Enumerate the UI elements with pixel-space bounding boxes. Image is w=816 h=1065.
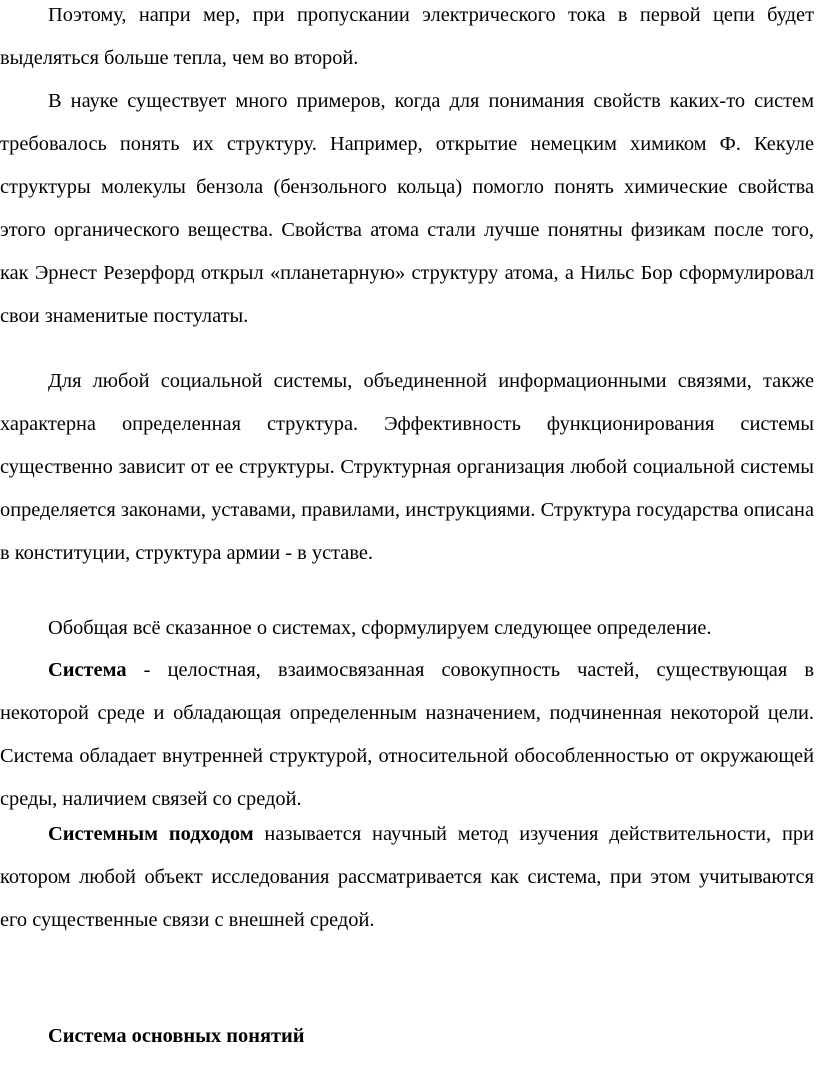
section-heading: Система основных понятий <box>48 1025 305 1047</box>
definition-system-text: - целостная, взаимосвязанная совокупность частей, существующая в некоторой среде и обладающая определенным назначением, подчиненная некоторой цели. Система обладает внутренней структурой, относительной обособленностью от окружающей среды, наличием связей со средой. <box>0 659 814 810</box>
term-system: Система <box>48 659 127 681</box>
paragraph-3: Для любой социальной системы, объединенной информационными связями, также характерна определенная структура. Эффективность функционирования системы существенно зависит от ее структуры. Структурная организация любой социальной системы определяется законами, уставами, правилами, инструкциями. Структура государства описана в конституции, структура армии - в уставе. <box>0 370 814 564</box>
paragraph-5-definition <box>0 649 814 821</box>
term-system-approach: Системным подходом <box>48 823 254 845</box>
definition-system-approach-text: называется научный метод изучения действительности, при котором любой объект исследования рассматривается как система, при этом учитываются его существенные связи с внешней средой. <box>0 823 814 931</box>
paragraph-1: Поэтому, напри мер, при пропускании электрического тока в первой цепи будет выделяться больше тепла, чем во второй. <box>0 4 814 69</box>
paragraph-4: Обобщая всё сказанное о системах, сформулируем следующее определение. <box>48 617 712 639</box>
paragraph-6-definition <box>0 813 814 942</box>
paragraph-2: В науке существует много примеров, когда для понимания свойств каких-то систем требовалось понять их структуру. Например, открытие немецким химиком Ф. Кекуле структуры молекулы бензола (бензольного кольца) помогло понять химические свойства этого органического вещества. Свойства атома стали лучше понятны физикам после того, как Эрнест Резерфорд открыл «планетарную» структуру атома, а Нильс Бор сформулировал свои знаменитые постулаты. <box>0 90 814 327</box>
